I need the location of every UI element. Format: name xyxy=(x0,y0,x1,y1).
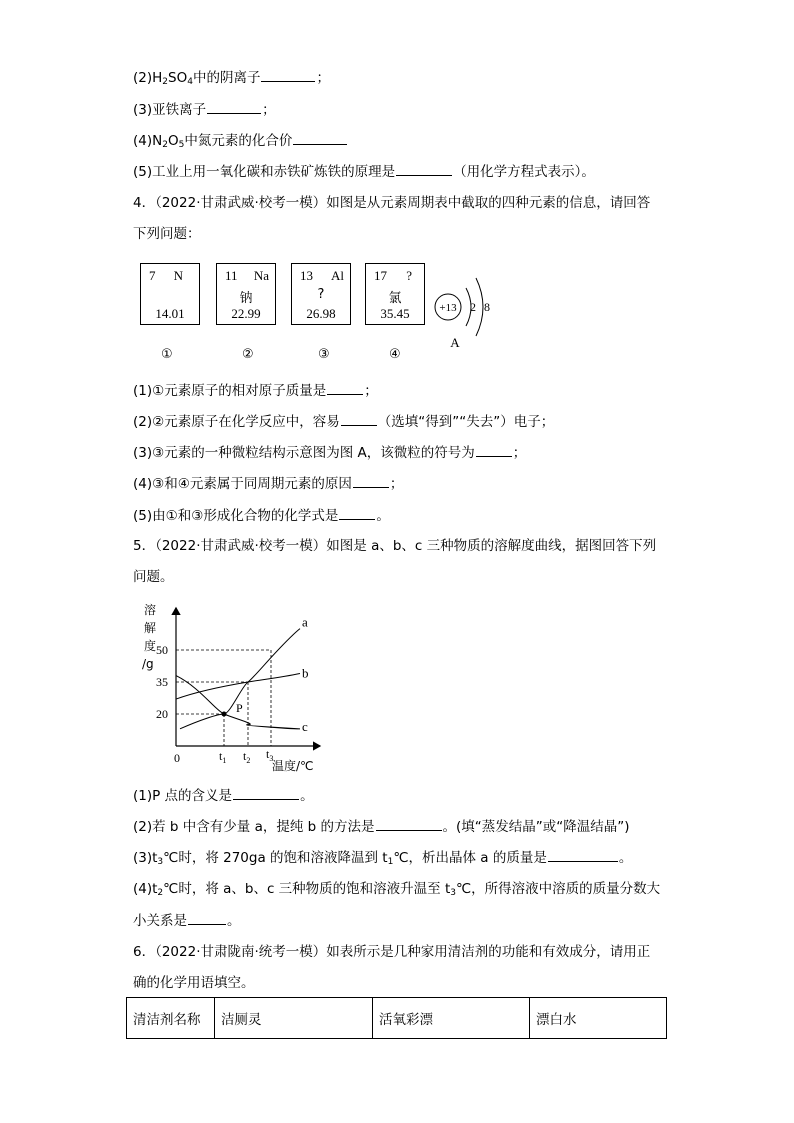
answer-blank[interactable] xyxy=(327,380,363,395)
point-p xyxy=(222,712,227,717)
answer-blank[interactable] xyxy=(376,816,442,831)
answer-blank[interactable] xyxy=(233,785,299,800)
x-tick-label: $t_3$ xyxy=(266,747,274,763)
y-tick-label: 50 xyxy=(156,643,168,657)
answer-blank[interactable] xyxy=(261,67,315,82)
answer-blank[interactable] xyxy=(476,442,512,457)
y-tick-label: 20 xyxy=(156,707,168,721)
q4-sub4: (4)③和④元素属于同周期元素的原因 ； xyxy=(133,473,403,494)
q5-sub3: $(3)t_3℃$时，将 270ga 的饱和溶液降温到 $t_1℃$，析出晶体 a 的质量是 。 xyxy=(133,847,632,872)
x-tick-label: $t_1$ xyxy=(219,749,227,765)
y-axis-label-char: /g xyxy=(142,657,154,671)
answer-blank[interactable] xyxy=(396,161,452,176)
table-cell: 清洁剂名称 xyxy=(127,998,215,1039)
table-cell: 活氧彩漂 xyxy=(373,998,530,1039)
cleaner-table xyxy=(126,997,667,1039)
q4-sub3: (3)③元素的一种微粒结构示意图为图 A，该微粒的符号为 ； xyxy=(133,442,526,463)
table-cell: 洁厕灵 xyxy=(215,998,373,1039)
shell1-electrons: 2 xyxy=(470,300,476,314)
q5-stem-line2: 问题。 xyxy=(133,569,174,585)
q4-stem-line1: 4．（2022·甘肃武威·校考一模）如图是从元素周期表中截取的四种元素的信息，请回答 xyxy=(133,195,651,211)
answer-blank[interactable] xyxy=(353,473,389,488)
q6-stem-line1: 6．（2022·甘肃陇南·统考一模）如表所示是几种家用清洁剂的功能和有效成分，请用正 xyxy=(133,944,651,960)
answer-blank[interactable] xyxy=(548,847,618,862)
table-cell: 漂白水 xyxy=(530,998,667,1039)
answer-blank[interactable] xyxy=(341,411,377,426)
q5-sub1: (1)P 点的含义是 。 xyxy=(133,785,314,806)
q3-item5: (5)工业上用一氧化碳和赤铁矿炼铁的原理是 （用化学方程式表示）。 xyxy=(133,161,595,182)
q5-stem-line1: 5．（2022·甘肃武威·校考一模）如图是 a、b、c 三种物质的溶解度曲线，据图回答下列 xyxy=(133,538,657,554)
q4-stem-line2: 下列问题： xyxy=(133,226,201,242)
element-mark: ① xyxy=(161,347,173,362)
curve-label-b: b xyxy=(302,665,309,681)
q4-sub5: (5)由①和③形成化合物的化学式是 。 xyxy=(133,505,390,526)
x-axis-label: 温度/℃ xyxy=(272,759,314,772)
q3-item4: $(4)N_2O_5$中氮元素的化合价 xyxy=(133,130,348,155)
element-card-sodium: 11 Na 钠 22.99 xyxy=(216,263,276,325)
element-card-nitrogen: 7 N 14.01 xyxy=(140,263,200,325)
table-row xyxy=(127,998,667,1039)
element-card-aluminum: 13 Al ? 26.98 xyxy=(291,263,351,325)
nucleus-charge: +13 xyxy=(439,302,457,314)
y-axis-label-char: 度 xyxy=(144,639,157,653)
shell2-electrons: 8 xyxy=(484,300,490,314)
q6-stem-line2: 确的化学用语填空。 xyxy=(133,975,255,991)
q5-sub4: $(4)t_2℃$时，将 a、b、c 三种物质的饱和溶液升温至 $t_3℃$，所得溶液中溶质的质量分数大 xyxy=(133,881,661,898)
q4-sub1: (1)①元素原子的相对原子质量是 ； xyxy=(133,380,378,401)
y-axis-label-char: 解 xyxy=(144,621,157,635)
q5-sub2: (2)若 b 中含有少量 a，提纯 b 的方法是 。(填“蒸发结晶”或“降温结晶”) xyxy=(133,816,630,837)
element-card-chlorine: 17 ? 氯 35.45 xyxy=(365,263,425,325)
y-axis-label-char: 溶 xyxy=(144,603,157,617)
element-mark: ③ xyxy=(318,347,330,362)
origin-label: 0 xyxy=(174,751,180,765)
element-mark: ④ xyxy=(389,347,401,362)
diagram-label: A xyxy=(450,335,460,350)
atom-structure-diagram xyxy=(430,270,500,352)
element-mark: ② xyxy=(242,347,254,362)
x-tick-label: $t_2$ xyxy=(243,749,251,765)
q3-item2: $(2)H_2SO_4$中的阴离子 ； xyxy=(133,67,330,92)
q4-sub2: (2)②元素原子在化学反应中，容易 （选填“得到”“失去”）电子； xyxy=(133,411,554,432)
curve-label-a: a xyxy=(302,614,308,630)
answer-blank[interactable] xyxy=(339,505,375,520)
electron-shell-2 xyxy=(476,278,483,336)
y-tick-label: 35 xyxy=(156,675,168,689)
point-p-label: P xyxy=(236,701,243,715)
answer-blank[interactable] xyxy=(188,910,226,925)
answer-blank[interactable] xyxy=(293,130,347,145)
curve-label-c: c xyxy=(302,718,308,734)
q5-sub4-line2: 小关系是 。 xyxy=(133,910,241,931)
solubility-chart xyxy=(130,600,330,772)
q3-item3: (3)亚铁离子 ； xyxy=(133,99,276,120)
answer-blank[interactable] xyxy=(207,99,261,114)
